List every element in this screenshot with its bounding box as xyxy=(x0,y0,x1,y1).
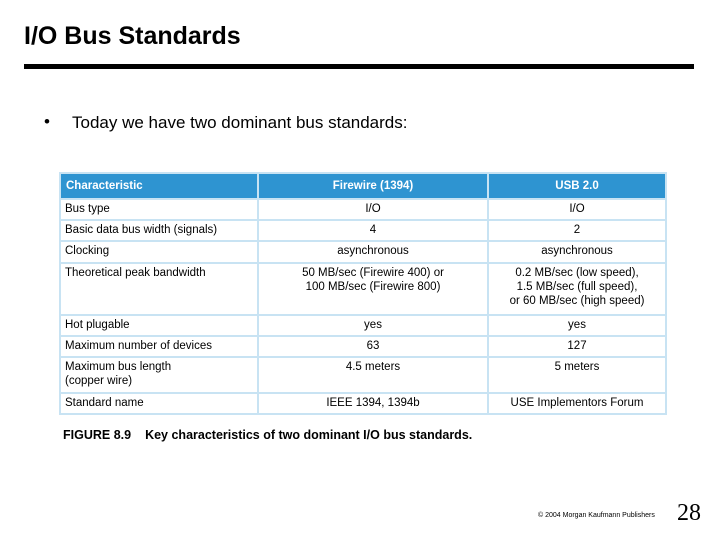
table-row xyxy=(61,337,665,358)
row-label: Maximum number of devices xyxy=(61,337,259,358)
table-row xyxy=(61,242,665,263)
bullet-text: Today we have two dominant bus standards: xyxy=(72,113,408,132)
page-number: 28 xyxy=(677,500,701,526)
usb-cell: USE Implementors Forum xyxy=(489,394,665,413)
firewire-cell: 50 MB/sec (Firewire 400) or 100 MB/sec (Firewire 800) xyxy=(259,264,489,316)
bullet-marker: • xyxy=(44,112,50,131)
header-usb: USB 2.0 xyxy=(489,174,665,200)
table-row xyxy=(61,358,665,394)
row-label: Maximum bus length (copper wire) xyxy=(61,358,259,394)
copyright-notice: © 2004 Morgan Kaufmann Publishers xyxy=(538,512,655,519)
row-label: Hot plugable xyxy=(61,316,259,337)
row-label: Basic data bus width (signals) xyxy=(61,221,259,242)
header-characteristic: Characteristic xyxy=(61,174,259,200)
firewire-cell: asynchronous xyxy=(259,242,489,263)
usb-cell: 2 xyxy=(489,221,665,242)
table-row xyxy=(61,221,665,242)
firewire-cell: 4 xyxy=(259,221,489,242)
figure-caption xyxy=(63,428,472,442)
row-label: Bus type xyxy=(61,200,259,221)
table-row xyxy=(61,264,665,316)
table-row xyxy=(61,394,665,413)
usb-cell: I/O xyxy=(489,200,665,221)
usb-cell: yes xyxy=(489,316,665,337)
figure-number: FIGURE 8.9 xyxy=(63,428,132,442)
firewire-cell: 4.5 meters xyxy=(259,358,489,394)
usb-cell: asynchronous xyxy=(489,242,665,263)
bus-standards-table-frame xyxy=(59,172,667,415)
usb-cell: 5 meters xyxy=(489,358,665,394)
firewire-cell: 63 xyxy=(259,337,489,358)
slide-title: I/O Bus Standards xyxy=(24,22,241,50)
firewire-cell: yes xyxy=(259,316,489,337)
table-row xyxy=(61,200,665,221)
usb-cell: 127 xyxy=(489,337,665,358)
usb-cell: 0.2 MB/sec (low speed), 1.5 MB/sec (full speed), or 60 MB/sec (high speed) xyxy=(489,264,665,316)
firewire-cell: IEEE 1394, 1394b xyxy=(259,394,489,413)
title-divider xyxy=(24,64,694,69)
bus-standards-table xyxy=(61,174,665,413)
figure-caption-text: Key characteristics of two dominant I/O bus standards. xyxy=(145,428,473,442)
table-header-row xyxy=(61,174,665,200)
firewire-cell: I/O xyxy=(259,200,489,221)
row-label: Theoretical peak bandwidth xyxy=(61,264,259,316)
row-label: Standard name xyxy=(61,394,259,413)
row-label: Clocking xyxy=(61,242,259,263)
header-firewire: Firewire (1394) xyxy=(259,174,489,200)
table-row xyxy=(61,316,665,337)
